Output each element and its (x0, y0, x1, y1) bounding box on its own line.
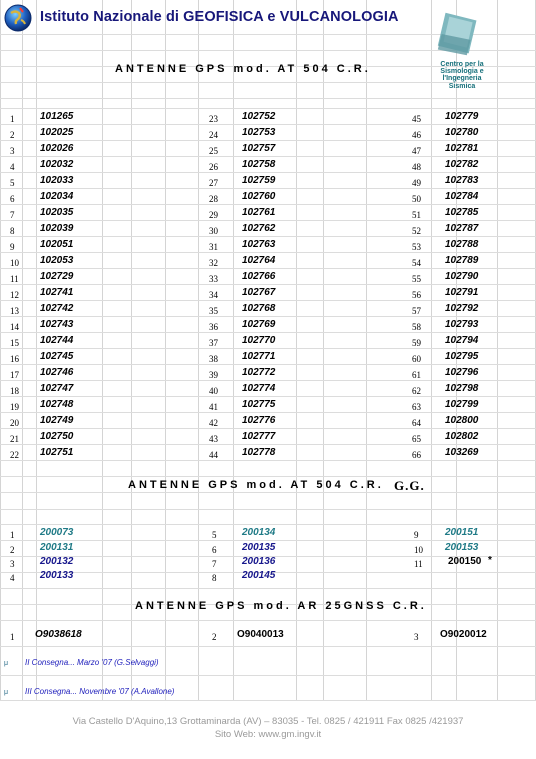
section2-title: ANTENNE GPS mod. AT 504 C.R. (128, 479, 384, 491)
footer-website: Sito Web: www.gm.ingv.it (214, 729, 322, 740)
row-index: 65 (412, 434, 421, 444)
row-index: 10 (414, 545, 423, 555)
serial-number: 102032 (40, 159, 74, 170)
serial-number: 102745 (40, 351, 74, 362)
serial-number: 102768 (242, 303, 276, 314)
row-index: 33 (209, 274, 218, 284)
serial-number: 102753 (242, 127, 276, 138)
serial-number: 102770 (242, 335, 276, 346)
row-index: 3 (414, 632, 419, 642)
row-index: 19 (10, 402, 19, 412)
center-line-3: l'Ingegneria (442, 75, 482, 83)
row-index: 8 (10, 226, 15, 236)
row-index: 25 (209, 146, 218, 156)
serial-number: 102757 (242, 143, 276, 154)
row-index: 64 (412, 418, 421, 428)
serial-number: 200136 (242, 556, 276, 567)
serial-number: 102764 (242, 255, 276, 266)
serial-number: 200134 (242, 527, 276, 538)
serial-number: O9020012 (440, 629, 487, 640)
serial-number: 102802 (445, 431, 479, 442)
row-index: 42 (209, 418, 218, 428)
serial-number: 102752 (242, 111, 276, 122)
row-index: 3 (10, 146, 15, 156)
row-index: 16 (10, 354, 19, 364)
serial-number: 200133 (40, 570, 74, 581)
row-index: 14 (10, 322, 19, 332)
serial-number: O9040013 (237, 629, 284, 640)
row-index: 5 (212, 530, 217, 540)
serial-number: 102789 (445, 255, 479, 266)
serial-number: 102747 (40, 383, 74, 394)
row-index: 66 (412, 450, 421, 460)
row-index: 57 (412, 306, 421, 316)
serial-number: 102776 (242, 415, 276, 426)
row-index: 26 (209, 162, 218, 172)
row-index: 18 (10, 386, 19, 396)
serial-number: 102744 (40, 335, 74, 346)
row-index: 60 (412, 354, 421, 364)
row-index: 21 (10, 434, 19, 444)
serial-number: 102769 (242, 319, 276, 330)
serial-number: 102778 (242, 447, 276, 458)
row-index: 27 (209, 178, 218, 188)
serial-number: 102749 (40, 415, 74, 426)
row-index: 50 (412, 194, 421, 204)
row-index: 2 (212, 632, 217, 642)
row-index: 36 (209, 322, 218, 332)
row-index: 58 (412, 322, 421, 332)
serial-number: 102751 (40, 447, 74, 458)
row-index: 54 (412, 258, 421, 268)
row-index: 41 (209, 402, 218, 412)
center-line-2: Sismologia e (440, 68, 484, 76)
row-index: 9 (10, 242, 15, 252)
serial-number: 200132 (40, 556, 74, 567)
section3-title: ANTENNE GPS mod. AR 25GNSS C.R. (135, 600, 427, 612)
serial-number: 102775 (242, 399, 276, 410)
row-index: 4 (10, 162, 15, 172)
footer-address: Via Castello D'Aquino,13 Grottaminarda (AV) – 83035 - Tel. 0825 / 421911 Fax 0825 /421937 (72, 716, 464, 727)
row-index: 29 (209, 210, 218, 220)
row-index: 23 (209, 114, 218, 124)
serial-number: 102781 (445, 143, 479, 154)
row-index: 38 (209, 354, 218, 364)
row-index: 9 (414, 530, 419, 540)
row-index: 40 (209, 386, 218, 396)
serial-number: 102791 (445, 287, 479, 298)
note1-marker: μ (4, 660, 9, 667)
serial-number: 102779 (445, 111, 479, 122)
serial-number: 102794 (445, 335, 479, 346)
row-index: 6 (212, 545, 217, 555)
serial-number: 102758 (242, 159, 276, 170)
row-index: 34 (209, 290, 218, 300)
serial-number: 102766 (242, 271, 276, 282)
serial-number: 102790 (445, 271, 479, 282)
serial-number: 200145 (242, 570, 276, 581)
serial-number: 102771 (242, 351, 276, 362)
row-index: 5 (10, 178, 15, 188)
row-index: 62 (412, 386, 421, 396)
serial-number: 102788 (445, 239, 479, 250)
serial-number: 200131 (40, 542, 74, 553)
serial-number: 102792 (445, 303, 479, 314)
serial-number: 102035 (40, 207, 74, 218)
row-index: 31 (209, 242, 218, 252)
row-index: 2 (10, 545, 15, 555)
serial-number: 102784 (445, 191, 479, 202)
row-index: 7 (212, 559, 217, 569)
globe-logo-icon (4, 4, 32, 32)
row-index: 8 (212, 573, 217, 583)
serial-number: 102780 (445, 127, 479, 138)
row-index: 48 (412, 162, 421, 172)
serial-number: 102748 (40, 399, 74, 410)
serial-number: O9038618 (35, 629, 82, 640)
row-index: 46 (412, 130, 421, 140)
center-line-4: Sismica (448, 82, 476, 90)
serial-number: 101265 (40, 111, 74, 122)
serial-number: 102759 (242, 175, 276, 186)
row-index: 11 (10, 274, 19, 284)
serial-number: 103269 (445, 447, 479, 458)
serial-number: 102767 (242, 287, 276, 298)
serial-number: 102742 (40, 303, 74, 314)
row-index: 59 (412, 338, 421, 348)
row-index: 4 (10, 573, 15, 583)
serial-number: 102034 (40, 191, 74, 202)
row-index: 10 (10, 258, 19, 268)
row-index: 17 (10, 370, 19, 380)
serial-number: 102026 (40, 143, 74, 154)
serial-number: 102772 (242, 367, 276, 378)
row-index: 12 (10, 290, 19, 300)
serial-number: 102796 (445, 367, 479, 378)
serial-number: 102774 (242, 383, 276, 394)
row-index: 53 (412, 242, 421, 252)
row-index: 56 (412, 290, 421, 300)
center-line-1: Centro per la (440, 61, 484, 68)
serial-number: 102783 (445, 175, 479, 186)
note2-marker: μ (4, 689, 9, 696)
row-index: 47 (412, 146, 421, 156)
row-index: 1 (10, 530, 15, 540)
serial-number: 102795 (445, 351, 479, 362)
row-index: 45 (412, 114, 421, 124)
star-mark: * (488, 555, 492, 566)
row-index: 30 (209, 226, 218, 236)
note2-text: III Consegna... Novembre '07 (A.Avallone) (25, 687, 175, 696)
serial-number: 200073 (40, 527, 74, 538)
institute-title: Istituto Nazionale di GEOFISICA e VULCANOLOGIA (40, 9, 399, 25)
row-index: 13 (10, 306, 19, 316)
note1-text: II Consegna... Marzo '07 (G.Selvaggi) (25, 658, 159, 667)
row-index: 32 (209, 258, 218, 268)
row-index: 61 (412, 370, 421, 380)
serial-number: 102761 (242, 207, 276, 218)
row-index: 11 (414, 559, 423, 569)
row-index: 3 (10, 559, 15, 569)
serial-number: 102750 (40, 431, 74, 442)
serial-number: 102777 (242, 431, 276, 442)
row-index: 6 (10, 194, 15, 204)
row-index: 39 (209, 370, 218, 380)
serial-number: 102039 (40, 223, 74, 234)
serial-number: 102053 (40, 255, 74, 266)
serial-number: 102787 (445, 223, 479, 234)
serial-number: 102743 (40, 319, 74, 330)
serial-number: 102729 (40, 271, 74, 282)
row-index: 44 (209, 450, 218, 460)
row-index: 37 (209, 338, 218, 348)
serial-number: 102785 (445, 207, 479, 218)
section1-title: ANTENNE GPS mod. AT 504 C.R. (115, 63, 371, 75)
row-index: 22 (10, 450, 19, 460)
serial-number: 102746 (40, 367, 74, 378)
serial-number: 102033 (40, 175, 74, 186)
center-logo-text (431, 61, 493, 90)
serial-number: 102800 (445, 415, 479, 426)
row-index: 20 (10, 418, 19, 428)
serial-number: 102760 (242, 191, 276, 202)
section2-suffix: G.G. (394, 478, 425, 493)
serial-number: 200150 (448, 556, 482, 567)
row-index: 43 (209, 434, 218, 444)
serial-number: 102782 (445, 159, 479, 170)
serial-number: 200151 (445, 527, 479, 538)
row-index: 24 (209, 130, 218, 140)
serial-number: 102762 (242, 223, 276, 234)
row-index: 15 (10, 338, 19, 348)
serial-number: 102025 (40, 127, 74, 138)
serial-number: 200135 (242, 542, 276, 553)
serial-number: 102741 (40, 287, 74, 298)
serial-number: 102051 (40, 239, 74, 250)
row-index: 28 (209, 194, 218, 204)
row-index: 51 (412, 210, 421, 220)
row-index: 35 (209, 306, 218, 316)
row-index: 7 (10, 210, 15, 220)
row-index: 1 (10, 114, 15, 124)
row-index: 2 (10, 130, 15, 140)
serial-number: 102763 (242, 239, 276, 250)
serial-number: 102799 (445, 399, 479, 410)
serial-number: 102793 (445, 319, 479, 330)
row-index: 63 (412, 402, 421, 412)
row-index: 52 (412, 226, 421, 236)
center-logo-icon (432, 10, 490, 60)
row-index: 1 (10, 632, 15, 642)
serial-number: 200153 (445, 542, 479, 553)
row-index: 55 (412, 274, 421, 284)
serial-number: 102798 (445, 383, 479, 394)
row-index: 49 (412, 178, 421, 188)
